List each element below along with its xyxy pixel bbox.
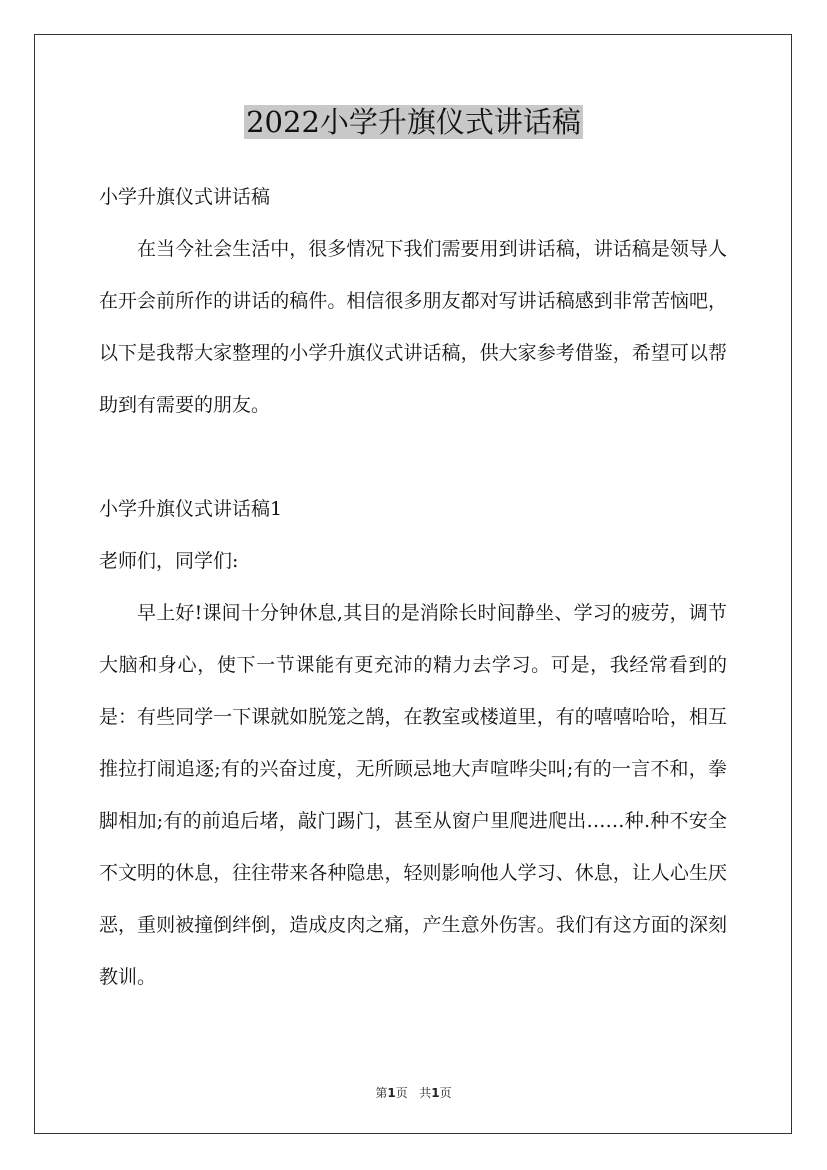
- page-footer: [0, 1084, 827, 1101]
- paragraph-spacer: [99, 431, 727, 483]
- intro-paragraph: 在当今社会生活中，很多情况下我们需要用到讲话稿，讲话稿是领导人在开会前所作的讲话的稿件。相信很多朋友都对写讲话稿感到非常苦恼吧，以下是我帮大家整理的小学升旗仪式讲话稿，供大家参考借鉴，希望可以帮助到有需要的朋友。: [99, 238, 727, 416]
- total-prefix: 共: [419, 1086, 432, 1100]
- section-heading: 小学升旗仪式讲话稿1: [99, 498, 283, 520]
- body-paragraph: 早上好!课间十分钟休息,其目的是消除长时间静坐、学习的疲劳，调节大脑和身心，使下一节课能有更充沛的精力去学习。可是，我经常看到的是：有些同学一下课就如脱笼之鹄，在教室或楼道里，有的嘻嘻哈哈，相互推拉打闹追逐;有的兴奋过度，无所顾忌地大声喧哗尖叫;有的一言不和，拳脚相加;有的前追后堵，敲门踢门，甚至从窗户里爬进爬出……种.种不安全不文明的休息，往往带来各种隐患，轻则影响他人学习、休息，让人心生厌恶，重则被撞倒绊倒，造成皮肉之痛，产生意外伤害。我们有这方面的深刻教训。: [99, 602, 727, 988]
- subtitle: 小学升旗仪式讲话稿: [99, 186, 271, 208]
- document-title-text: 2022小学升旗仪式讲话稿: [246, 105, 581, 139]
- document-body: [99, 171, 727, 1003]
- total-unit: 页: [439, 1086, 452, 1100]
- page-unit: 页: [395, 1086, 408, 1100]
- page-current: 1: [387, 1086, 396, 1100]
- page-total: 1: [431, 1086, 440, 1100]
- page-prefix: 第: [375, 1086, 388, 1100]
- salutation: 老师们，同学们:: [99, 550, 239, 572]
- document-title: [0, 100, 827, 144]
